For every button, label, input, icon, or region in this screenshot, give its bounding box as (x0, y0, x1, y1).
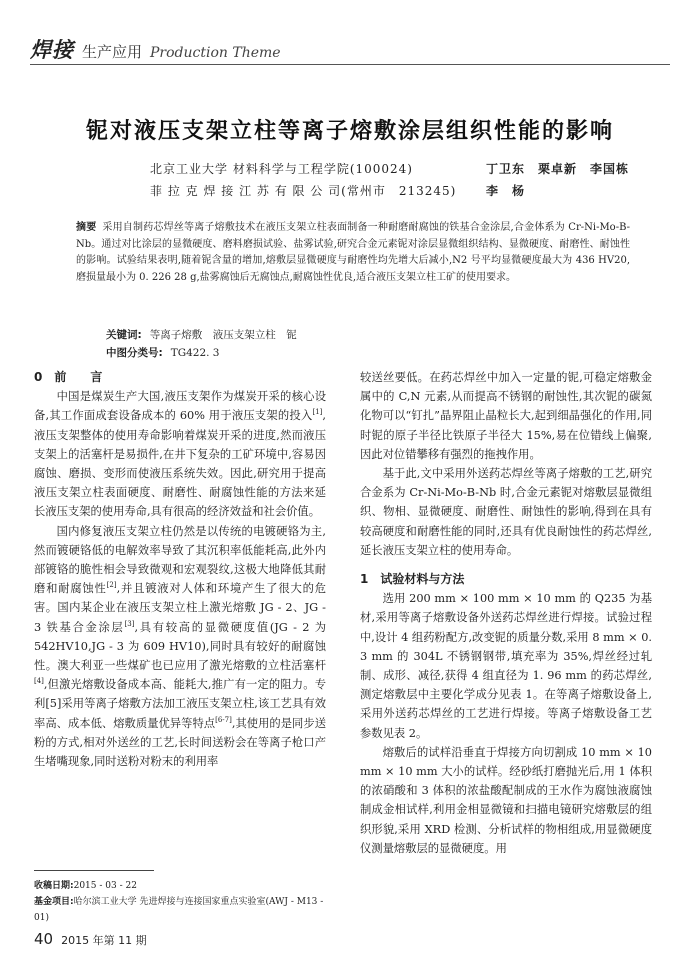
paragraph-1 (34, 387, 326, 521)
authors-1: 丁卫东 栗卓新 李国栋 (486, 162, 630, 176)
authors-2: 李 杨 (486, 184, 526, 198)
keywords-block (106, 326, 297, 362)
affiliation-2: 菲 拉 克 焊 接 江 苏 有 限 公 司(常州市 213245) (150, 184, 457, 198)
clc-text: TG422. 3 (170, 347, 220, 359)
page-footer (34, 930, 147, 948)
journal-header (30, 34, 281, 62)
clc-line (106, 344, 297, 362)
header-rule (30, 64, 670, 65)
abstract-text: 采用自制药芯焊丝等离子熔敷技术在液压支架立柱表面制备一种耐磨耐腐蚀的铁基合金涂层,合金体系为 Cr-Ni-Mo-B-Nb。通过对比涂层的显微硬度、磨料磨损试验、盐雾试验,研究合金元素铌对涂层显微组织结构、显微硬度、耐磨性、耐蚀性的影响。试验结果表明,随着铌含量的增加,熔敷层显微硬度与耐磨性均先增大后减小,N2 号平均显微硬度最大为 436 HV20,磨损量最小为 0. 226 28 g,盐雾腐蚀后无腐蚀点,耐腐蚀性优良,适合液压支架立柱工矿的使用要求。 (76, 222, 630, 283)
paragraph-2-text-d: ,但激光熔敷设备成本高、能耗大,推广有一定的阻力。专利[5]采用等离子熔敷方法加工液压支架立柱,该工艺具有效率高、成本低、熔敷质量优异等特点 (34, 678, 326, 730)
paragraph-1-text: 中国是煤炭生产大国,液压支架作为煤炭开采的核心设备,其工作面成套设备成本的 60% 用于液压支架的投入 (34, 390, 326, 423)
body-column-left (34, 368, 326, 771)
citation-2: [2] (106, 581, 117, 590)
keywords-label: 关键词: (106, 329, 142, 341)
paragraph-2-text-c: ,具有较高的显微硬度值(JG - 2 为 542HV10,JG - 3 为 609 HV10),同时具有较好的耐腐蚀性。澳大利亚一些煤矿也已应用了激光熔敷的立柱活塞杆 (34, 620, 326, 673)
paragraph-2-text-b: ,并且镀液对人体和环境产生了很大的危害。国内某企业在液压支架立柱上激光熔敷 JG - 2、JG - 3 铁基合金涂层 (34, 582, 326, 634)
heading-materials-methods: 1 试验材料与方法 (360, 572, 465, 587)
abstract-label: 摘要 (76, 222, 97, 233)
fund-label: 基金项目: (34, 897, 74, 907)
paragraph-1-text-b: ,液压支架整体的使用寿命影响着煤炭开采的进度,然而液压支架上的活塞杆是易损件,在井下复杂的工矿环境中,容易因腐蚀、磨损、变形而使液压系统失效。因此,研究用于提高液压支架立柱表面硬度、耐磨性、耐腐蚀性能的方法来延长液压支架的使用寿命,具有很高的经济效益和社会价值。 (34, 409, 326, 519)
section-title-en: Production Theme (150, 45, 281, 61)
paragraph-3: 较送丝要低。在药芯焊丝中加入一定量的铌,可稳定熔敷金属中的 C,N 元素,从而提高不锈钢的耐蚀性,其次铌的碳氮化物可以“钉扎”晶界阻止晶粒长大,起到细晶强化的作用,同时铌的原子半径比铁原子半径大 15%,易在位错线上偏聚,因此对位错攀移有强烈的拖拽作用。 (360, 371, 652, 461)
body-column-right (360, 368, 652, 858)
citation-1: [1] (312, 408, 323, 417)
abstract (76, 220, 630, 286)
journal-logo: 焊接 (30, 37, 74, 62)
citation-3: [3] (124, 619, 135, 628)
section-title: 生产应用 (82, 43, 143, 61)
paragraph-6: 熔敷后的试样沿垂直于焊接方向切割成 10 mm × 10 mm × 10 mm 大小的试样。经砂纸打磨抛光后,用 1 体积的浓硝酸和 3 体积的浓盐酸配制成的王水作为腐蚀液腐蚀制成金相试样,利用金相显微镜和扫描电镜研究熔敷层的组织形貌,采用 XRD 检测、分析试样的物相组成,用显微硬度仪测量熔敷层的显微硬度。用 (360, 745, 652, 855)
page-number: 40 (34, 930, 54, 948)
paragraph-5: 选用 200 mm × 100 mm × 10 mm 的 Q235 为基材,采用等离子熔敷设备外送药芯焊丝进行焊接。试验过程中,设计 4 组药粉配方,改变铌的质量分数,采用 8 mm × 0. 3 mm 的 304L 不锈钢钢带,填充率为 35%,焊丝经过轧制、成形、减径,获得 4 组直径为 1. 96 mm 的药芯焊丝,测定熔敷层中主要化学成分见表 1。在等离子熔敷设备上,采用外送药芯焊丝的工艺进行焊接。等离子熔敷设备工艺参数见表 2。 (360, 592, 652, 740)
footnote-rule (34, 870, 154, 871)
paragraph-4: 基于此,文中采用外送药芯焊丝等离子熔敷的工艺,研究合金系为 Cr-Ni-Mo-B-Nb 时,合金元素铌对熔敷层显微组织、物相、显微硬度、耐磨性、耐蚀性的影响,得到在具有较高硬度和耐磨性能的同时,还具有优良耐蚀性的药芯焊丝,延长液压支架立柱的使用寿命。 (360, 467, 652, 557)
received-label: 收稿日期: (34, 881, 74, 891)
received-date (34, 878, 334, 894)
paragraph-2-text: 国内修复液压支架立柱仍然是以传统的电镀硬铬为主,然而镀硬铬低的电解效率导致了其沉积率低能耗高,此外内部镀铬的脆性相会导致微观和宏观裂纹,这极大地降低其耐磨和耐腐蚀性 (34, 524, 326, 596)
citation-6-7: [6-7] (215, 715, 232, 724)
fund-info (34, 894, 334, 926)
affiliation-1: 北京工业大学 材料科学与工程学院(100024) (150, 162, 413, 176)
keywords-line (106, 326, 297, 344)
paragraph-2 (34, 522, 326, 772)
keywords-text: 等离子熔敷 液压支架立柱 铌 (149, 329, 297, 341)
footnote (34, 878, 334, 926)
clc-label: 中图分类号: (106, 347, 163, 359)
citation-4: [4] (34, 677, 44, 686)
received-value: 2015 - 03 - 22 (73, 881, 137, 891)
paragraph-2-text-e: ,其使用的是同步送粉的方式,相对外送丝的工艺,长时间送粉会在等离子枪口产生堵嘴现象,同时送粉对粉末的利用率 (34, 716, 326, 769)
issue-info: 2015 年第 11 期 (61, 934, 147, 947)
fund-value: 哈尔滨工业大学 先进焊接与连接国家重点实验室(AWJ - M13 - 01) (34, 897, 324, 923)
heading-introduction: 0 前 言 (34, 370, 103, 384)
article-title: 铌对液压支架立柱等离子熔敷涂层组织性能的影响 (85, 119, 614, 144)
